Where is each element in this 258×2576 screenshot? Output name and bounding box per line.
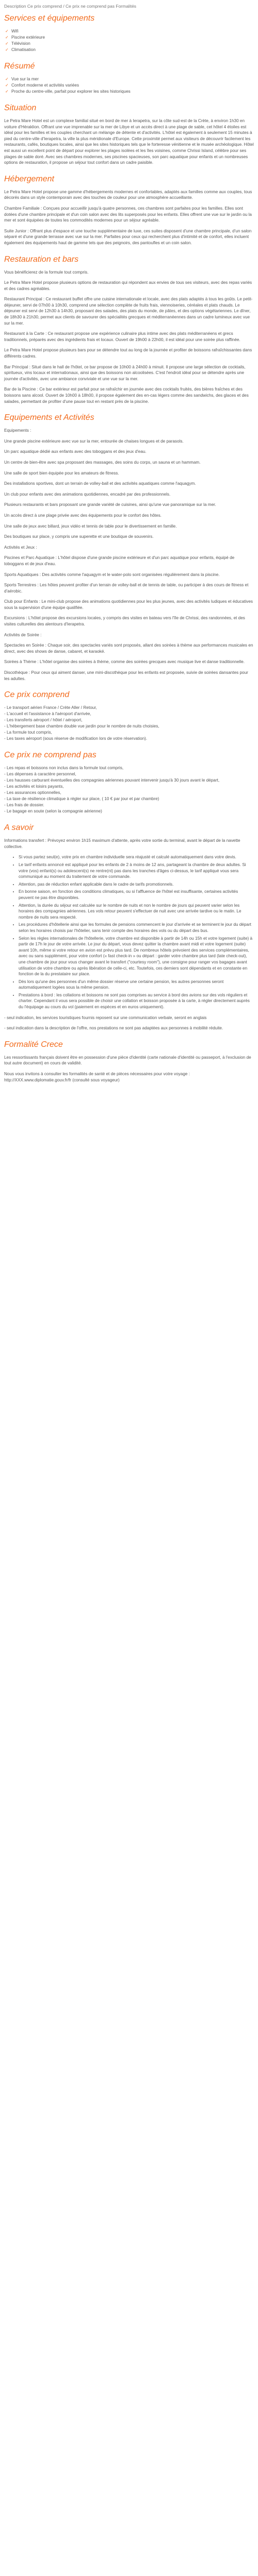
list-item: - Les dépenses à caractère personnel, (4, 772, 76, 777)
list-item: ✓ Climatisation (4, 47, 254, 53)
list-item: - L'accueil et l'assistance à l'aéroport d'arrivée, (4, 711, 91, 717)
formalite-title: Formalité Crece (4, 1040, 63, 1049)
list-item: - Les hausses carburant éventuelles des compagnies aériennes pouvant intervenir jusqu'à 30 jours avant le départ, (4, 778, 220, 783)
list-item: ✓ Proche du centre-ville, parfait pour explorer les sites historiques (4, 89, 254, 95)
paragraph: Bar de la Piscine : Ce bar extérieur est parfait pour se rafraîchir en journée avec des cocktails fruités, des bières fraîches et des boissons sans alcool. Ouvert de 10h00 à 18h00, il propose également des en-cas légers comme des sandwichs, des glaces et des salades, permettant de profiter d'une pause tout en restant près de la piscine. (4, 387, 249, 404)
list-item: - Les assurances optionnelles, (4, 790, 61, 795)
paragraph: Des installations sportives, dont un terrain de volley-ball et des activités aquatiques comme l'aquagym. (4, 481, 196, 486)
services-list (4, 28, 254, 53)
comprend-title: Ce prix comprend (4, 690, 70, 700)
breadcrumb[interactable]: Description Ce prix comprend / Ce prix ne comprend pas Formalités (4, 4, 137, 9)
list-item: - Le transport aérien France / Crète Aller / Retour, (4, 705, 97, 710)
list-item: - Les frais de dossier. (4, 803, 44, 808)
formalite-section (4, 1040, 254, 1083)
list-item: ✓ Vue sur la mer (4, 76, 254, 82)
comprend-list (4, 705, 254, 742)
paragraph: - seul indication dans la description de l'offre, nos prestations ne sont pas adaptées aux personnes à mobilité réduite. (4, 1026, 223, 1031)
paragraph: Activités et Jeux : (4, 545, 37, 550)
page (0, 0, 258, 1083)
paragraph: Spectacles en Soirée : Chaque soir, des spectacles variés sont proposés, allant des soirées à thème aux performances musicales en direct, avec des shows de danse, cabaret, et karaoké. (4, 643, 253, 654)
paragraph: Sports Aquatiques : Des activités comme l'aquagym et le water-polo sont organisées régulièrement dans la piscine. (4, 572, 220, 577)
list-item: ✓ Wifi (4, 28, 254, 35)
list-item: ✓ Confort moderne et activités variées (4, 82, 254, 89)
comprend-section (4, 690, 254, 742)
list-item: • Les procédures d'hôtellerie ainsi que les formules de pensions commencent le jour d'arrivée et se terminent le jour du départ selon les horaires choisis par l'hôtelier, sans tenir compte des horaires des vols ou du départ des bus. (19, 922, 254, 934)
paragraph: Un parc aquatique dédié aux enfants avec des toboggans et des jeux d'eau. (4, 449, 147, 454)
paragraph: Le Petra Mare Hotel propose plusieurs options de restauration qui répondent aux envies de tous ses visiteurs, avec des repas variés et des cadres agréables. (4, 280, 252, 291)
list-item: - La taxe de résilience climatique à régler sur place, ( 10 € par jour et par chambre) (4, 796, 159, 802)
paragraph: Sports Terrestres : Les hôtes peuvent profiter d'un terrain de volley-ball et de tennis de table, ou participer à des cours de fitness et d'aérobic. (4, 583, 249, 594)
list-item: - Les activités et loisirs payants, (4, 784, 64, 789)
list-item: - Les repas et boissons non inclus dans la formule tout compris, (4, 766, 124, 771)
list-item: • Selon les règles internationales de l'hôtellerie, votre chambre est disponible à partir de 14h ou 15h et votre logement (suite) à partir de 17h le jour de votre arrivée. Le jour du départ, vous devez quitter la chambre avant midi et votre logement (suite) avant 10h, même si votre retour en avion est prévu plus tard. De nombreux hôtels prévoient des services complémentaires, avec ou sans supplément, pour votre confort (« fast check-in » ou départ : garder votre chambre plus tard (late check-out), une chambre de jour pour vous changer avant le transfert ("courtesy room"), une consigne pour ranger vos bagages avant utilisation de votre chambre ou après libération de celle-ci, etc. Toutefois, ces derniers sont dépendants et en constante en fonction de la du prestataire sur place. (19, 936, 254, 977)
paragraph: Des boutiques sur place, y compris une superette et une boutique de souvenirs. (4, 534, 154, 539)
equipements-section (4, 413, 254, 682)
paragraph: Excursions : L'hôtel propose des excursions locales, y compris des visites en bateau vers l'île de Chrissi, des randonnées, et des visites culturelles des alentours d'Ierapetra. (4, 616, 245, 627)
resume-list (4, 76, 254, 95)
paragraph: Plusieurs restaurants et bars proposant une grande variété de cuisines, ainsi qu'une vue panoramique sur la mer. (4, 502, 216, 507)
hebergement-title: Hébergement (4, 174, 54, 183)
list-item: - Les transferts aéroport / hôtel / aéroport, (4, 718, 83, 723)
list-item: - La formule tout compris, (4, 730, 52, 735)
ne-comprend-list (4, 765, 254, 815)
ne-comprend-title: Ce prix ne comprend pas (4, 751, 96, 760)
paragraph: Activités de Soirée : (4, 632, 42, 637)
list-item: • Attention, la durée du séjour est calculée sur le nombre de nuits et non le nombre de jours qui peuvent varier selon les horaires des compagnies aériennes. Les vols retour peuvent s'effectuer de nuit avec une arrivée tardive ou le matin. Le nombre de nuits sera respecté. (19, 903, 254, 921)
list-item: - Le bagage en soute (selon la compagnie aérienne) (4, 809, 102, 814)
paragraph: Restaurant à la Carte : Ce restaurant propose une expérience culinaire plus intime avec des plats méditerranéens et grecs traditionnels, préparés avec des ingrédients frais et locaux. Ouvert de 19h00 à 22h00, il est idéal pour une soirée plus raffinée. (4, 331, 240, 342)
list-item: - Les taxes aéroport (sous réserve de modification lors de votre réservation). (4, 736, 148, 741)
paragraph: Le Petra Mare Hotel propose plusieurs bars pour se détendre tout au long de la journée et profiter de boissons rafraîchissantes dans différents cadres. (4, 348, 252, 359)
list-item: - L'hébergement base chambre double vue jardin pour le nombre de nuits choisies, (4, 724, 159, 729)
paragraph: Le Petra Mare Hotel est un complexe familial situé en bord de mer à Ierapetra, sur la côte sud-est de la Crète, à environ 1h30 en voiture d'Héraklion. Offrant une vue imprenable sur la mer de Libye et un accès direct à une plage de sable, cet hôtel 4 étoiles est idéal pour les familles et les couples cherchant un mélange de détente et d'activités. L'hôtel est également à seulement 15 minutes à pied du centre-ville d'Ierapetra, la ville la plus méridionale d'Europe. Cette proximité permet aux visiteurs de découvrir facilement les restaurants, cafés, boutiques locales, ainsi que les sites historiques tels que le forteresse vénitienne et le musée archéologique. Hôtel est aussi un excellent point de départ pour explorer les plages isolées et les îles voisines, comme Chrissi Island, célèbre pour ses plages de sable doré. Avec ses chambres modernes, ses piscines spacieuses, son parc aquatique pour enfants et un nombreuses options de restauration, il propose un séjour tout confort dans un cadre paisible. (4, 118, 254, 165)
paragraph: Nous vous invitons à consulter les formalités de santé et de pièces nécessaires pour votre voyage : http://XXX.www.diplomatie.gouv.fr/fr (consulté sous voyageur) (4, 1072, 190, 1082)
paragraph: Un centre de bien-être avec spa proposant des massages, des soins du corps, un sauna et un hammam. (4, 460, 201, 465)
list-item: • Le tarif enfants annoncé est appliqué pour les enfants de 2 à moins de 12 ans, partageant la chambre de deux adultes. Si votre (vos) enfant(s) ou adolescent(s) ne rentre(nt) pas dans les tranches d'âges ci-dessus, le tarif appliqué vous sera communiqué au moment du traitement de votre commande. (19, 862, 254, 880)
list-item: ✓ Télévision (4, 41, 254, 47)
paragraph: Les ressortissants français doivent être en possession d'une pièce d'identité (carte nationale d'identité ou passeport, à l'exclusion de tout autre document) en cours de validité. (4, 1055, 251, 1066)
list-item: • Attention, pas de réduction enfant applicable dans le cadre de tarifs promotionnels. (19, 882, 254, 888)
paragraph: Bar Principal : Situé dans le hall de l'hôtel, ce bar propose de 10h00 à 24h00 à minuit. Il propose une large sélection de cocktails, spiritueux, vins locaux et internationaux, ainsi que des boissons non alcoolisées. C'est l'endroit idéal pour se détendre après une journée d'activités, avec une ambiance conviviale et une vue sur la mer. (4, 364, 246, 381)
equipements-title: Equipements et Activités (4, 413, 94, 422)
paragraph: Chambre Familiale : Conçues pour accueillir jusqu'à quatre personnes, ces chambres sont parfaites pour les familles. Elles sont dotées d'une chambre principale et d'un coin salon avec des lits superposés pour les enfants. Elles offrent une vue sur le jardin ou la mer et sont équipées de toutes les commodités modernes pour un séjour agréable. (4, 206, 252, 223)
paragraph: Informations transfert : Prévoyez environ 1h15 maximum d'attente, après votre sortie du terminal, avant le départ de la navette collective. (4, 838, 240, 849)
paragraph: Suite Junior : Offrant plus d'espace et une touche supplémentaire de luxe, ces suites disposent d'une chambre principale, d'un salon séparé et d'une grande terrasse avec vue sur la mer. Parfaites pour ceux qui recherchent plus d'intimité et de confort, elles incluent également des équipements haut de gamme tels que des peignoirs, des pantoufles et un coin salon. (4, 228, 252, 245)
paragraph: Le Petra Mare Hotel propose une gamme d'hébergements modernes et confortables, adaptés aux familles comme aux couples, tous décorés dans un style contemporain avec des touches de couleur pour une atmosphère accueillante. (4, 189, 252, 200)
paragraph: Une grande piscine extérieure avec vue sur la mer, entourée de chaises longues et de parasols. (4, 438, 184, 444)
list-item: ✓ Piscine extérieure (4, 35, 254, 41)
paragraph: Equipements : (4, 428, 31, 433)
paragraph: Soirées à Thème : L'hôtel organise des soirées à thème, comme des soirées grecques avec musique live et danse traditionnelle. (4, 659, 245, 665)
list-item: • Dès lors qu'une des personnes d'un même dossier réserve une certaine pension, les autres personnes seront automatiquement logées sous la même pension. (19, 979, 254, 991)
paragraph: Une salle de sport bien équipée pour les amateurs de fitness. (4, 470, 119, 476)
savoir-section (4, 823, 254, 1031)
situation-section (4, 103, 254, 166)
savoir-title: A savoir (4, 823, 34, 833)
paragraph: Club pour Enfants : Le mini-club propose des animations quotidiennes pour les plus jeunes, avec des activités ludiques et éducatives sous la supervision d'une équipe qualifiée. (4, 599, 253, 610)
services-section (4, 13, 254, 53)
resume-section (4, 61, 254, 95)
paragraph: Une salle de jeux avec billard, jeux vidéo et tennis de table pour le divertissement en famille. (4, 523, 177, 529)
services-title: Services et équipements (4, 14, 95, 23)
restauration-title: Restauration et bars (4, 255, 79, 264)
paragraph: Piscines et Parc Aquatique : L'hôtel dispose d'une grande piscine extérieure et d'un parc aquatique pour enfants, équipé de toboggans et de jeux d'eau. (4, 555, 235, 566)
paragraph: Un accès direct à une plage privée avec des équipements pour le confort des hôtes. (4, 513, 162, 518)
list-item: • Prestations à bord : les collations et boissons ne sont pas comprises au service à bord des avions sur des vols réguliers et charter. Cependant il vous sera possible de choisir une collation et boisson proposée à la carte, à régler directement auprès du l'équipage au cours du vol (paiement en espèces et en euros uniquement). (19, 992, 254, 1010)
paragraph: Un club pour enfants avec des animations quotidiennes, encadré par des professionnels. (4, 492, 171, 497)
paragraph: - seul indication, les services touristiques fournis reposent sur une communication verbale, seront en anglais (4, 1015, 207, 1020)
paragraph: Vous bénéficierez de la formule tout compris. (4, 269, 89, 275)
situation-title: Situation (4, 104, 37, 112)
list-item: • Si vous partez seul(e), votre prix en chambre individuelle sera réajusté et calculé automatiquement dans votre devis. (19, 854, 254, 860)
restauration-section (4, 255, 254, 405)
list-item: • En bonne saison, en fonction des conditions climatiques, ou si l'affluence de l'hôtel est insuffisante, certaines activités peuvent ne pas être disponibles. (19, 889, 254, 901)
paragraph: Discothèque : Pour ceux qui aiment danser, une mini-discothèque pour les enfants est proposée, suivie de soirées dansantes pour les adultes. (4, 670, 248, 681)
hebergement-section (4, 174, 254, 246)
savoir-list (4, 854, 254, 1010)
resume-title: Résumé (4, 62, 35, 71)
paragraph: Restaurant Principal : Ce restaurant buffet offre une cuisine internationale et locale, avec des plats adaptés à tous les goûts. Le petit-déjeuner, servi de 07h00 à 10h30, comprend une sélection complète de fruits frais, viennoiseries, céréales et plats chauds. Le déjeuner est servi de 12h30 à 14h30, proposant des salades, des plats du monde, de pâtes, et des options végétariennes. Le dîner, de 18h30 à 21h30, permet aux clients de savourer des spécialités grecques et méditerranéennes dans un cadre lumineux avec vue sur la mer. (4, 297, 253, 326)
ne-comprend-section (4, 750, 254, 815)
